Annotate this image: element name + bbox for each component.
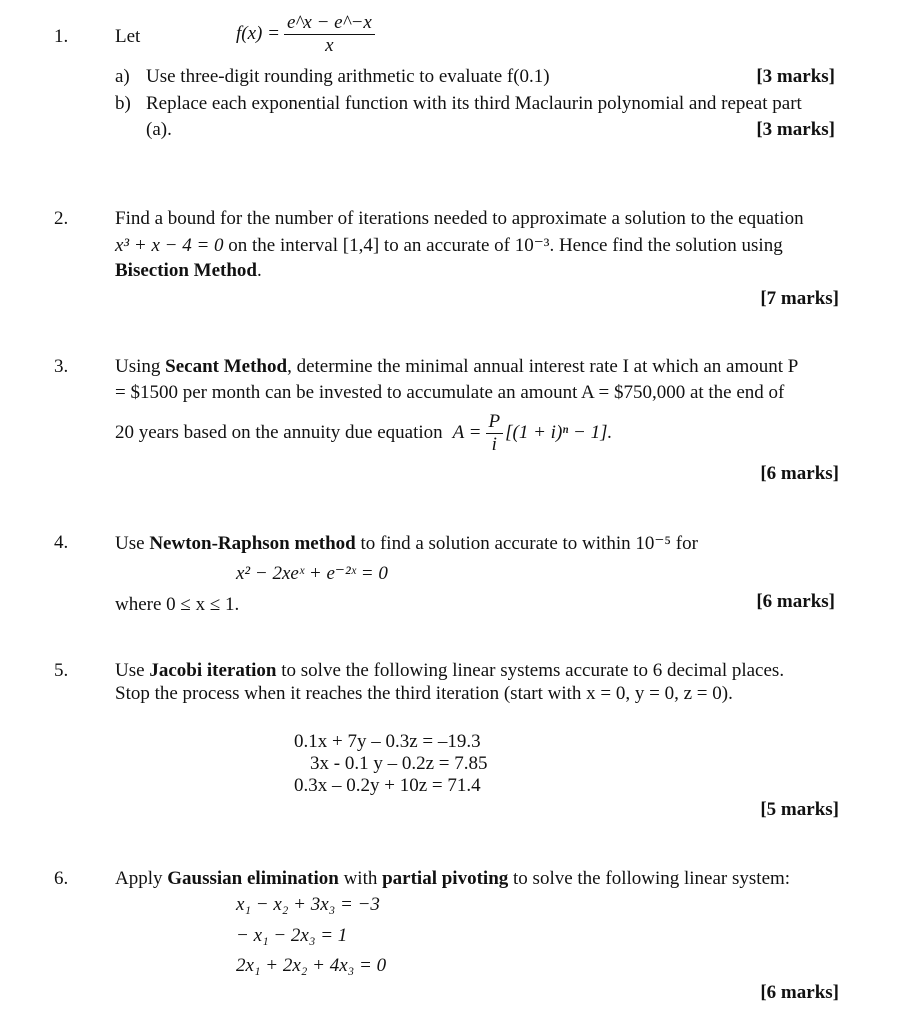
q6-line1-post: to solve the following linear system: [513, 868, 791, 889]
q1-part-b-marks: [3 marks] [756, 119, 835, 140]
q5-line1-post: to solve the following linear systems accurate to 6 decimal places. [281, 660, 785, 681]
q5-equation-3: 0.3x – 0.2y + 10z = 71.4 [294, 775, 481, 796]
q1-fraction-denominator: x [325, 34, 334, 56]
q4-method-name: Newton-Raphson method [149, 533, 356, 554]
q6-line1-pre: Apply [115, 868, 163, 889]
q1-function-lhs: f(x) = [236, 23, 280, 44]
q2-line2-rest: on the interval [1,4] to an accurate of 10⁻³. Hence find the solution using [228, 235, 783, 256]
q6-method-name: Gaussian elimination [167, 868, 339, 889]
q6-number: 6. [54, 868, 69, 889]
q4-marks: [6 marks] [756, 591, 835, 612]
q1-part-a-label: a) [115, 66, 130, 87]
q6-equation-3: 2x₁ + 2x₂ + 4x₃ = 0 [236, 955, 387, 976]
q5-equation-2: 3x - 0.1 y – 0.2z = 7.85 [310, 753, 488, 774]
q5-marks: [5 marks] [760, 799, 839, 820]
q3-fraction-denominator: i [491, 433, 497, 455]
q4-number: 4. [54, 532, 69, 553]
q3-line1-pre: Using [115, 356, 161, 377]
q5-method-name: Jacobi iteration [149, 660, 277, 681]
q3-line1 [115, 356, 798, 378]
q4-line1-pre: Use [115, 533, 145, 554]
q4-line1-post: to find a solution accurate to within 10⁻⁵ for [360, 533, 698, 554]
q1-lead: Let [115, 26, 141, 47]
q6-line1 [115, 868, 790, 890]
q5-line1-pre: Use [115, 660, 145, 681]
q6-equation-2: − x₁ − 2x₃ = 1 [236, 925, 348, 946]
q1-part-a-text: Use three-digit rounding arithmetic to evaluate f(0.1) [146, 66, 550, 87]
q2-line1: Find a bound for the number of iterations needed to approximate a solution to the equation [115, 208, 804, 229]
q6-pivoting-name: partial pivoting [382, 868, 509, 889]
q6-marks: [6 marks] [760, 982, 839, 1003]
q2-number: 2. [54, 208, 69, 229]
q5-line1 [115, 660, 784, 682]
q6-equation-1: x₁ − x₂ + 3x₃ = −3 [236, 894, 380, 915]
q3-line1-post: , determine the minimal annual interest rate I at which an amount P [287, 356, 799, 377]
q4-line1 [115, 532, 698, 555]
q3-method-name: Secant Method [165, 356, 288, 377]
q1-part-b-label: b) [115, 93, 131, 114]
q3-line2: = $1500 per month can be invested to accumulate an amount A = $750,000 at the end of [115, 382, 785, 403]
q5-equation-1: 0.1x + 7y – 0.3z = –19.3 [294, 731, 481, 752]
q3-fraction-numerator: P [486, 411, 504, 434]
q3-equation-rhs: [(1 + i)ⁿ − 1]. [505, 422, 613, 443]
q1-fraction-numerator: e^x − e^−x [284, 12, 375, 35]
q3-marks: [6 marks] [760, 463, 839, 484]
q1-number: 1. [54, 26, 69, 47]
q2-method-name: Bisection Method [115, 260, 257, 281]
q3-line3-text: 20 years based on the annuity due equation [115, 422, 443, 443]
q2-line3-end: . [256, 260, 262, 281]
q2-line3 [115, 260, 262, 282]
q6-line1-mid: with [343, 868, 378, 889]
q1-part-a-marks: [3 marks] [756, 66, 835, 87]
q1-function-definition [236, 4, 375, 64]
q1-part-b-text-cont: (a). [146, 119, 172, 140]
q4-line3: where 0 ≤ x ≤ 1. [115, 594, 240, 615]
q5-number: 5. [54, 660, 69, 681]
q1-fraction [284, 12, 375, 57]
q2-marks: [7 marks] [760, 288, 839, 309]
q1-part-b-text: Replace each exponential function with its third Maclaurin polynomial and repeat part [146, 93, 802, 114]
q4-equation: x² − 2xeˣ + e⁻²ˣ = 0 [236, 563, 388, 584]
q3-fraction [486, 411, 504, 456]
q2-equation: x³ + x − 4 = 0 [115, 235, 224, 256]
q3-number: 3. [54, 356, 69, 377]
q3-line3 [115, 409, 612, 457]
q3-equation-lhs: A = [452, 422, 482, 443]
q2-line2 [115, 234, 783, 257]
q5-line2: Stop the process when it reaches the third iteration (start with x = 0, y = 0, z = 0). [115, 683, 733, 704]
